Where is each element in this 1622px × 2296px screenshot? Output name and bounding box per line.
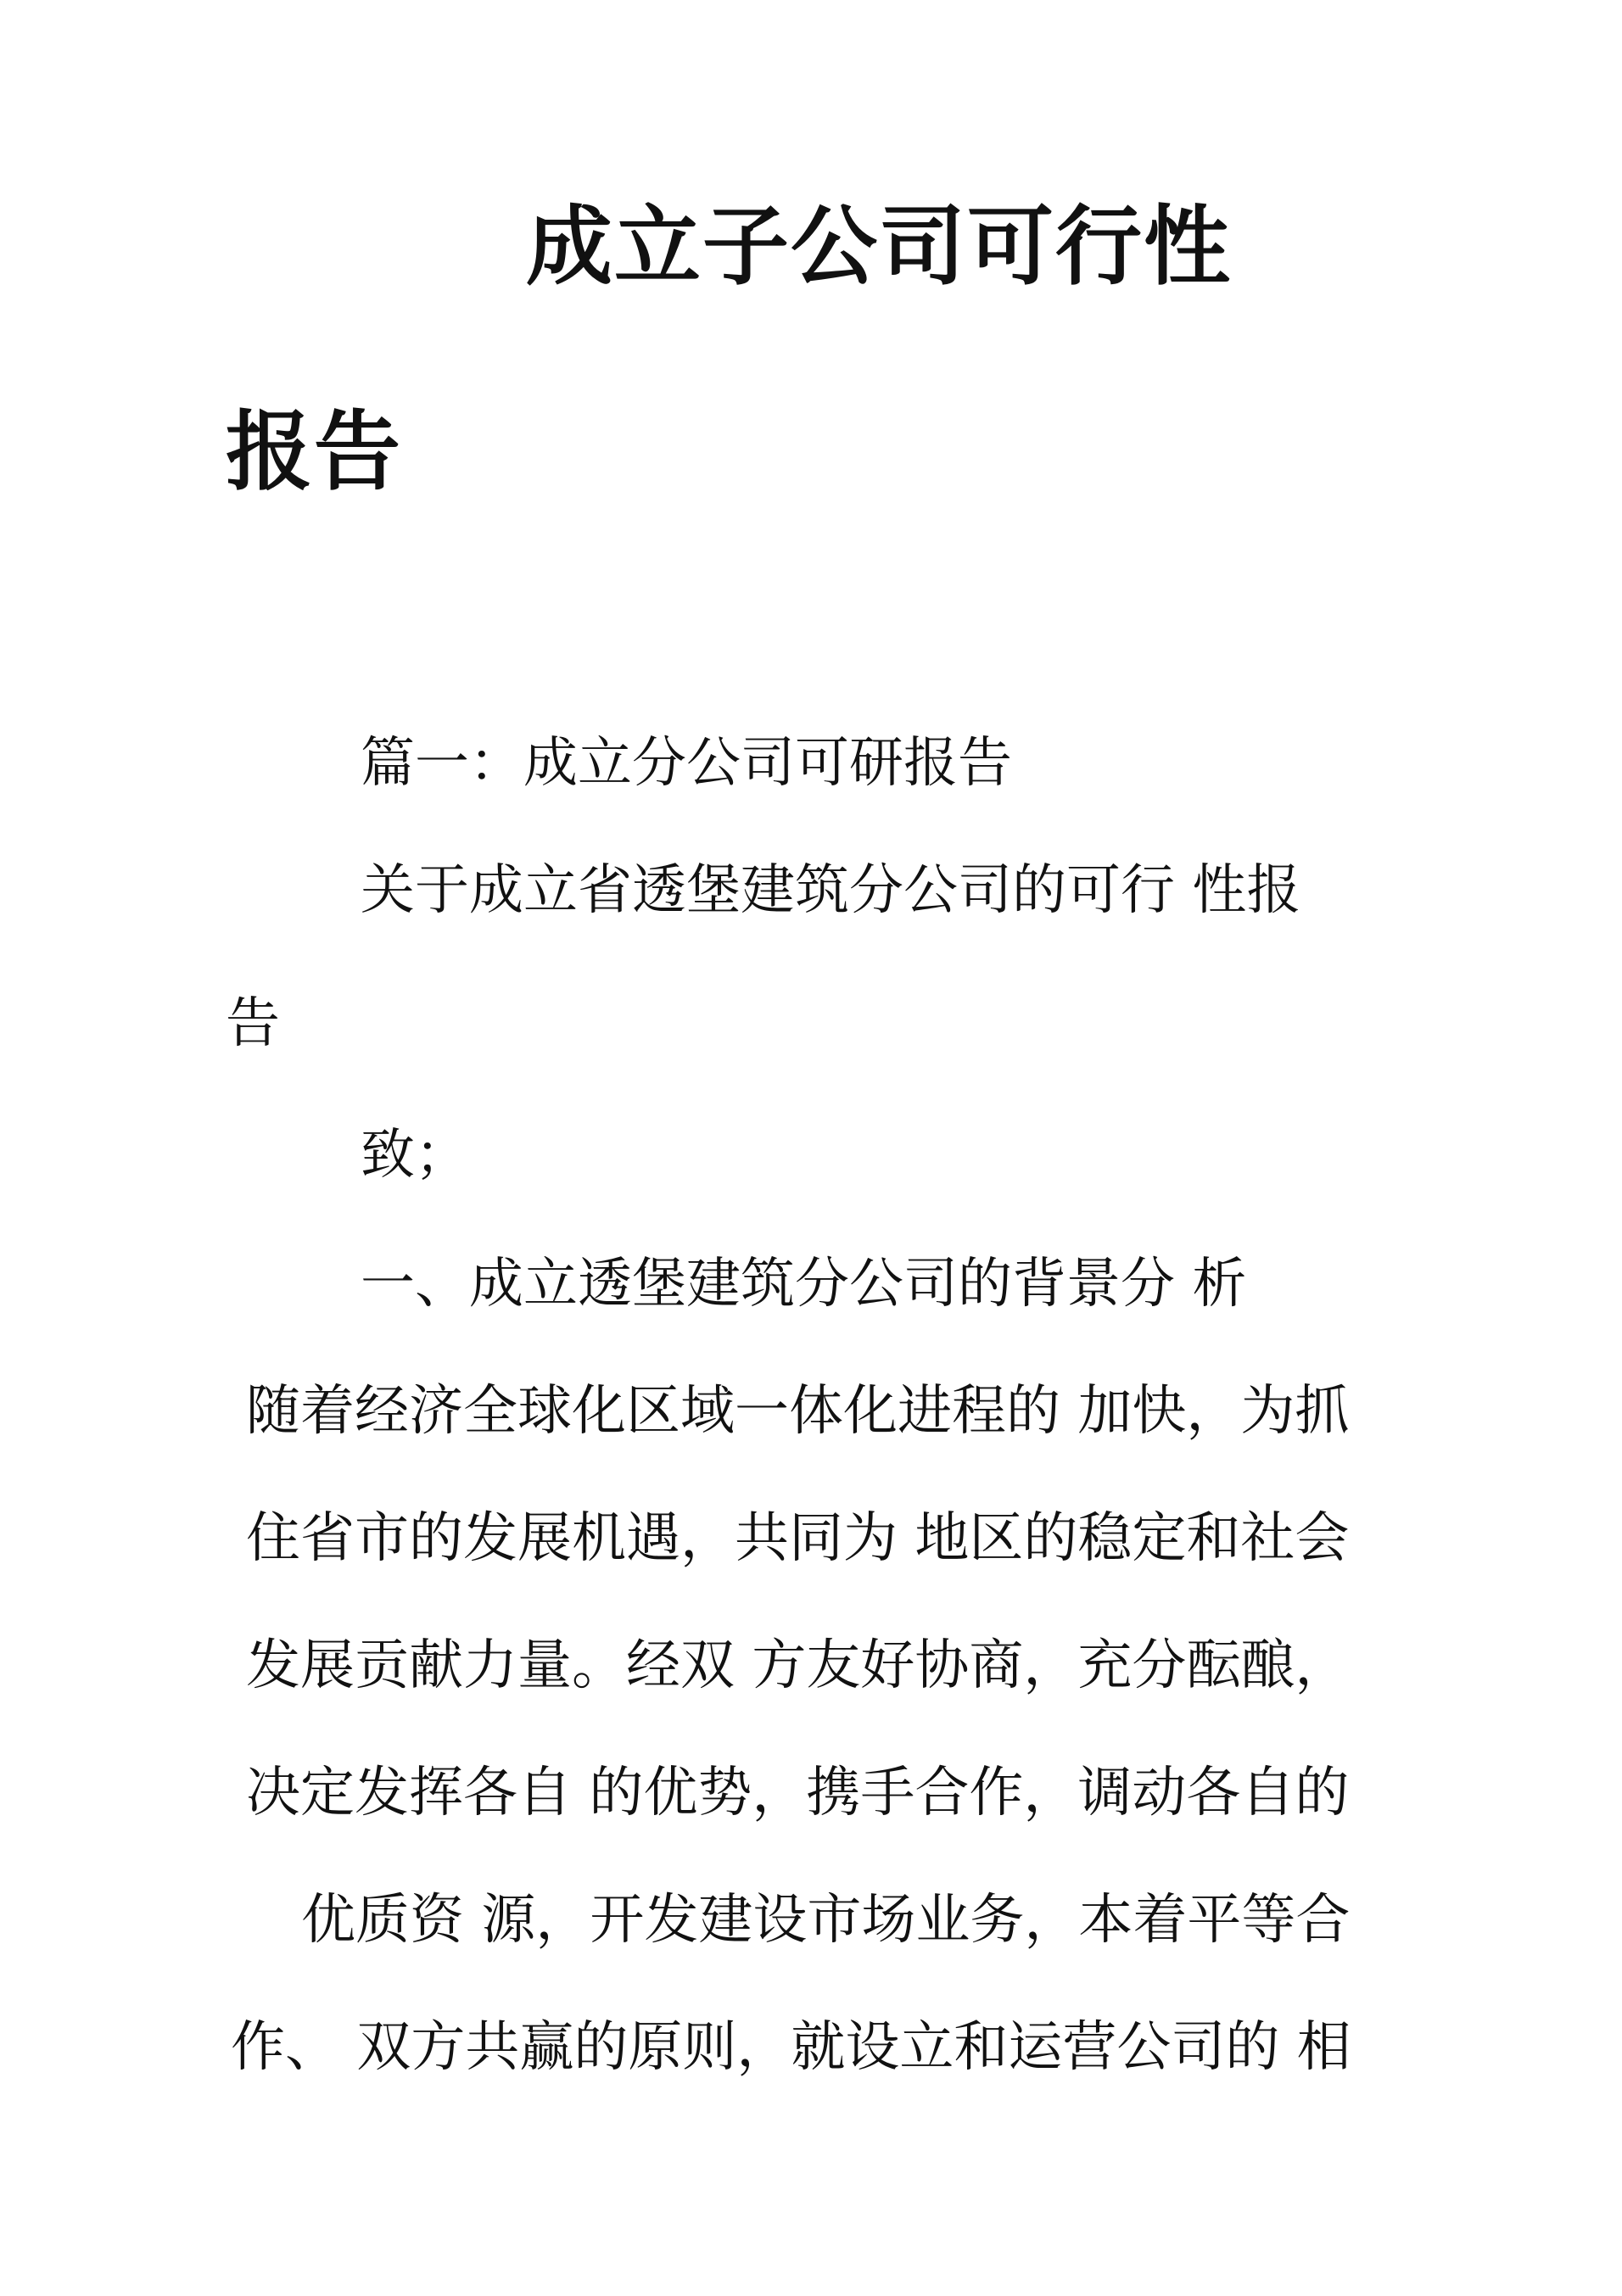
- title-line-1: 成立子公司可行性: [526, 196, 1232, 298]
- salutation: 致；: [361, 1124, 469, 1187]
- body-line: 作、 双方共赢的原则，就设立和运营公司的 相: [231, 2016, 1351, 2079]
- body-line: 发展贡献力量。经双 方友好协商，充分酝酿，: [246, 1634, 1350, 1697]
- section-heading: 篇一：成立分公司可研报告: [361, 732, 1012, 795]
- report-title-line-1: 关于成立省透堡建筑分公司的可行 性报: [361, 859, 1301, 922]
- report-title-line-2: 告: [226, 992, 280, 1055]
- body-line: 优质资 源，开发建设市场业务，本着平等合: [301, 1889, 1351, 1952]
- body-line: 决定发挥各自 的优势，携手合作，调动各自的: [246, 1762, 1350, 1824]
- title-line-2: 报告: [226, 401, 402, 503]
- body-line: 随着经济全球化区域一体化进程的 加快，为抓: [246, 1380, 1350, 1443]
- body-line: 住省市的发展机遇，共同为 地区的稳定和社会: [246, 1507, 1350, 1570]
- subsection-heading: 一、成立透堡建筑分公司的背景分 析: [361, 1253, 1247, 1316]
